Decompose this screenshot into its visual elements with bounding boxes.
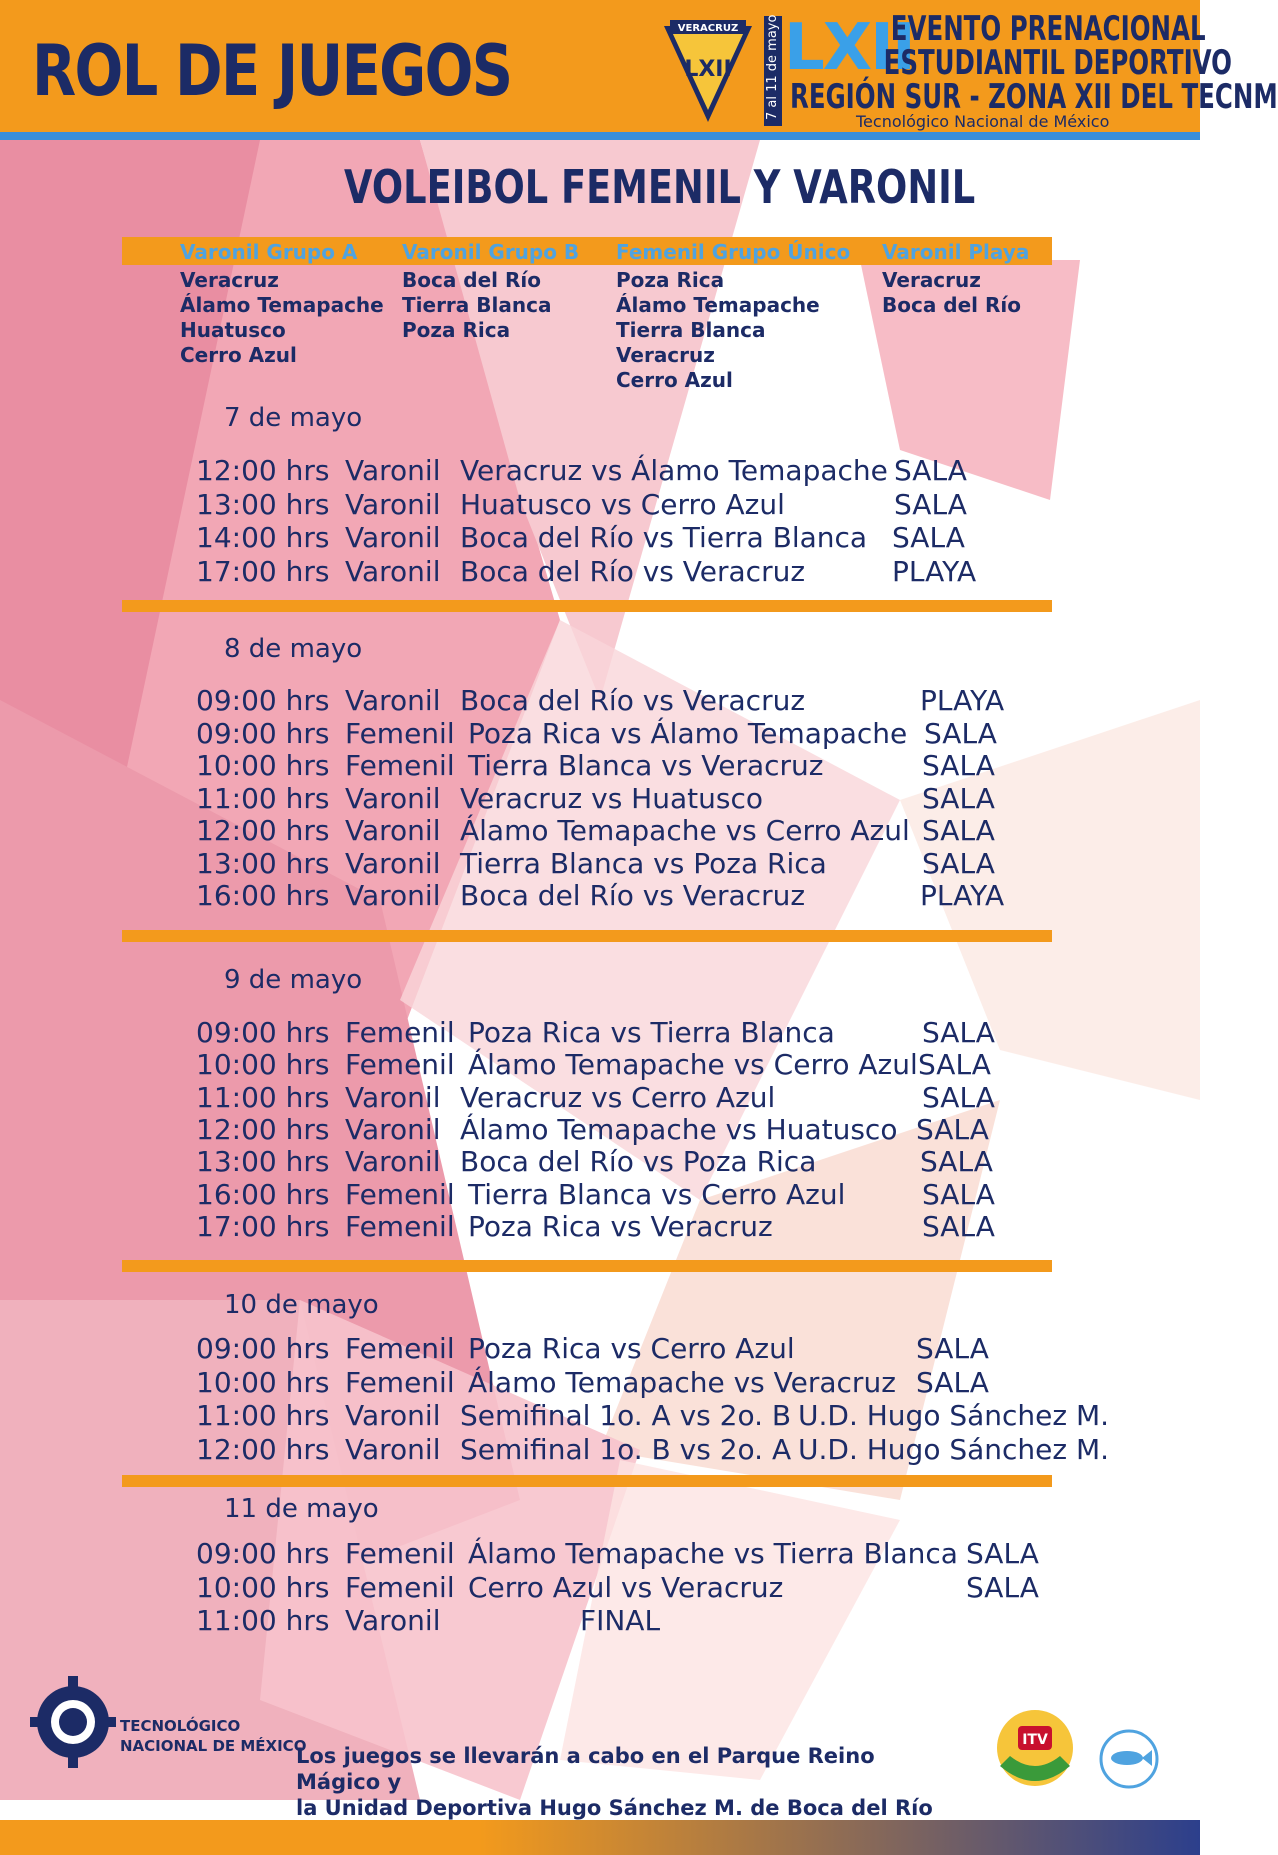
game-match: Tierra Blanca vs Cerro Azul [468,1178,846,1211]
game-row [0,782,1200,814]
day-separator [122,600,1052,612]
group-team: Poza Rica [402,318,511,342]
day-title: 9 de mayo [224,965,363,995]
game-match: Boca del Río vs Poza Rica [460,1145,817,1178]
game-match: Álamo Temapache vs Cerro Azul [460,814,910,847]
game-category: Varonil [345,1145,441,1178]
day-title: 8 de mayo [224,634,363,664]
game-row [0,555,1200,587]
game-time: 09:00 hrs [196,1537,330,1570]
game-match: Veracruz vs Álamo Temapache [460,454,888,487]
itv-logo-icon [990,1706,1080,1792]
header-banner [0,0,1278,132]
game-venue: SALA [892,521,965,554]
game-match: Boca del Río vs Tierra Blanca [460,521,868,554]
game-row [0,684,1200,716]
game-row [0,879,1200,911]
group-team: Álamo Temapache [616,293,820,317]
game-match: Poza Rica vs Veracruz [468,1210,773,1243]
game-time: 13:00 hrs [196,847,330,880]
header-divider [0,132,1200,140]
game-match: Tierra Blanca vs Poza Rica [460,847,827,880]
game-match: Poza Rica vs Tierra Blanca [468,1016,835,1049]
game-time: 11:00 hrs [196,782,330,815]
tecnm-gear-logo-icon [30,1672,116,1768]
game-time: 11:00 hrs [196,1604,330,1637]
game-time: 12:00 hrs [196,1433,330,1466]
game-category: Varonil [345,1433,441,1466]
game-row [0,847,1200,879]
shield-mark: LXII [684,57,732,82]
page-title: ROL DE JUEGOS [32,30,512,112]
game-category: Varonil [345,1604,441,1637]
game-row [0,1048,1200,1080]
event-dates: 7 al 11 de mayo [765,14,780,120]
game-match: Álamo Temapache vs Veracruz [468,1366,896,1399]
group-team: Tierra Blanca [616,318,766,342]
game-venue: U.D. Hugo Sánchez M. [798,1399,1110,1432]
game-time: 10:00 hrs [196,1571,330,1604]
game-venue: SALA [922,1016,995,1049]
game-time: 09:00 hrs [196,1332,330,1365]
game-venue: PLAYA [920,879,1005,912]
game-time: 13:00 hrs [196,488,330,521]
game-time: 10:00 hrs [196,1366,330,1399]
game-row [0,749,1200,781]
game-match: Semifinal 1o. A vs 2o. B [460,1399,792,1432]
game-match: FINAL [580,1604,661,1637]
game-venue: SALA [916,1366,989,1399]
game-category: Femenil [345,1016,455,1049]
venue-note [296,1743,936,1821]
game-category: Varonil [345,684,441,717]
game-category: Varonil [345,847,441,880]
game-venue: SALA [924,717,997,750]
game-row [0,1399,1200,1431]
group-name: Varonil Playa [882,240,1030,264]
game-time: 09:00 hrs [196,684,330,717]
venue-note-line-2: la Unidad Deportiva Hugo Sánchez M. de Boca del Río [296,1796,933,1820]
game-match: Poza Rica vs Cerro Azul [468,1332,795,1365]
game-row [0,1332,1200,1364]
game-category: Varonil [345,555,441,588]
group-team: Veracruz [180,268,279,292]
game-match: Poza Rica vs Álamo Temapache [468,717,908,750]
game-time: 09:00 hrs [196,717,330,750]
group-team: Tierra Blanca [402,293,552,317]
game-category: Varonil [345,814,441,847]
game-category: Varonil [345,521,441,554]
game-time: 16:00 hrs [196,1178,330,1211]
group-team: Veracruz [616,343,715,367]
institution-subtitle: Tecnológico Nacional de México [856,112,1110,131]
group-team: Poza Rica [616,268,725,292]
game-match: Álamo Temapache vs Cerro Azul [468,1048,918,1081]
game-time: 16:00 hrs [196,879,330,912]
game-row [0,1604,1200,1636]
game-time: 17:00 hrs [196,555,330,588]
game-category: Varonil [345,1113,441,1146]
group-team: Boca del Río [402,268,541,292]
game-row [0,1145,1200,1177]
game-venue: SALA [922,1210,995,1243]
group-column [180,240,384,368]
day-title: 10 de mayo [224,1290,379,1320]
tecnm-name-line-2: NACIONAL DE MÉXICO [120,1737,307,1755]
game-row [0,1081,1200,1113]
day-title: 11 de mayo [224,1494,379,1524]
game-match: Veracruz vs Cerro Azul [460,1081,776,1114]
group-column [402,240,579,343]
game-time: 11:00 hrs [196,1399,330,1432]
game-row [0,1113,1200,1145]
group-team: Boca del Río [882,293,1021,317]
day-separator [122,930,1052,942]
game-row [0,1571,1200,1603]
game-row [0,454,1200,486]
game-category: Femenil [345,1571,455,1604]
group-team: Álamo Temapache [180,293,384,317]
game-venue: SALA [920,1145,993,1178]
game-category: Varonil [345,1399,441,1432]
sport-title: VOLEIBOL FEMENIL Y VARONIL [344,160,976,214]
group-column [616,240,850,393]
game-venue: SALA [922,847,995,880]
game-row [0,1537,1200,1569]
game-venue: SALA [916,1113,989,1146]
event-line-2: ESTUDIANTIL DEPORTIVO [883,43,1233,83]
event-line-3: REGIÓN SUR - ZONA XII DEL TECNM [790,77,1278,117]
itv-logo-text: ITV [1022,1732,1048,1748]
game-venue: SALA [894,488,967,521]
game-time: 14:00 hrs [196,521,330,554]
game-category: Femenil [345,1332,455,1365]
game-match: Tierra Blanca vs Veracruz [468,749,824,782]
game-category: Femenil [345,717,455,750]
game-category: Varonil [345,879,441,912]
game-match: Huatusco vs Cerro Azul [460,488,785,521]
game-row [0,814,1200,846]
game-venue: SALA [922,782,995,815]
game-category: Varonil [345,782,441,815]
game-match: Boca del Río vs Veracruz [460,555,806,588]
game-row [0,521,1200,553]
shield-text: VERACRUZ [677,23,739,34]
game-match: Boca del Río vs Veracruz [460,879,806,912]
group-team: Veracruz [882,268,981,292]
game-category: Femenil [345,1537,455,1570]
game-time: 13:00 hrs [196,1145,330,1178]
group-team: Cerro Azul [616,368,733,392]
day-separator [122,1260,1052,1272]
group-team: Huatusco [180,318,286,342]
group-name: Varonil Grupo B [402,240,580,264]
game-time: 12:00 hrs [196,1113,330,1146]
game-match: Álamo Temapache vs Tierra Blanca [468,1537,958,1570]
group-column [882,240,1029,318]
game-time: 10:00 hrs [196,749,330,782]
event-line-1: EVENTO PRENACIONAL [890,9,1206,49]
day-separator [122,1475,1052,1487]
game-category: Femenil [345,1366,455,1399]
group-name: Femenil Grupo Único [616,240,851,264]
game-time: 09:00 hrs [196,1016,330,1049]
edition-label: LXII [784,11,914,85]
game-row [0,1366,1200,1398]
group-team: Cerro Azul [180,343,297,367]
game-venue: SALA [922,1081,995,1114]
game-venue: PLAYA [920,684,1005,717]
game-time: 17:00 hrs [196,1210,330,1243]
game-venue: SALA [966,1571,1039,1604]
game-category: Varonil [345,488,441,521]
game-venue: SALA [922,749,995,782]
game-venue: U.D. Hugo Sánchez M. [798,1433,1110,1466]
game-time: 10:00 hrs [196,1048,330,1081]
game-match: Boca del Río vs Veracruz [460,684,806,717]
game-match: Veracruz vs Huatusco [460,782,763,815]
game-row [0,488,1200,520]
game-venue: SALA [922,814,995,847]
game-time: 11:00 hrs [196,1081,330,1114]
game-category: Varonil [345,454,441,487]
game-category: Varonil [345,1081,441,1114]
game-row [0,1178,1200,1210]
game-venue: SALA [922,1178,995,1211]
game-category: Femenil [345,1178,455,1211]
game-time: 12:00 hrs [196,454,330,487]
game-category: Femenil [345,1210,455,1243]
game-row [0,1016,1200,1048]
game-category: Femenil [345,749,455,782]
game-row [0,1210,1200,1242]
game-time: 12:00 hrs [196,814,330,847]
game-venue: SALA [918,1048,991,1081]
tecnm-name [120,1716,306,1756]
day-title: 7 de mayo [224,403,363,433]
venue-note-line-1: Los juegos se llevarán a cabo en el Parque Reino Mágico y [296,1744,875,1794]
tecnm-name-line-1: TECNOLÓGICO [120,1717,241,1735]
fish-logo-icon [1098,1728,1160,1790]
group-name: Varonil Grupo A [180,240,358,264]
game-match: Cerro Azul vs Veracruz [468,1571,784,1604]
game-category: Femenil [345,1048,455,1081]
event-dates-bar [764,16,782,126]
game-row [0,717,1200,749]
event-title [790,9,1278,117]
game-venue: SALA [894,454,967,487]
footer-bar [0,1820,1200,1855]
game-venue: SALA [916,1332,989,1365]
game-match: Álamo Temapache vs Huatusco [460,1113,898,1146]
game-row [0,1433,1200,1465]
game-venue: PLAYA [892,555,977,588]
game-match: Semifinal 1o. B vs 2o. A [460,1433,792,1466]
game-venue: SALA [966,1537,1039,1570]
shield-logo-icon [660,18,756,126]
